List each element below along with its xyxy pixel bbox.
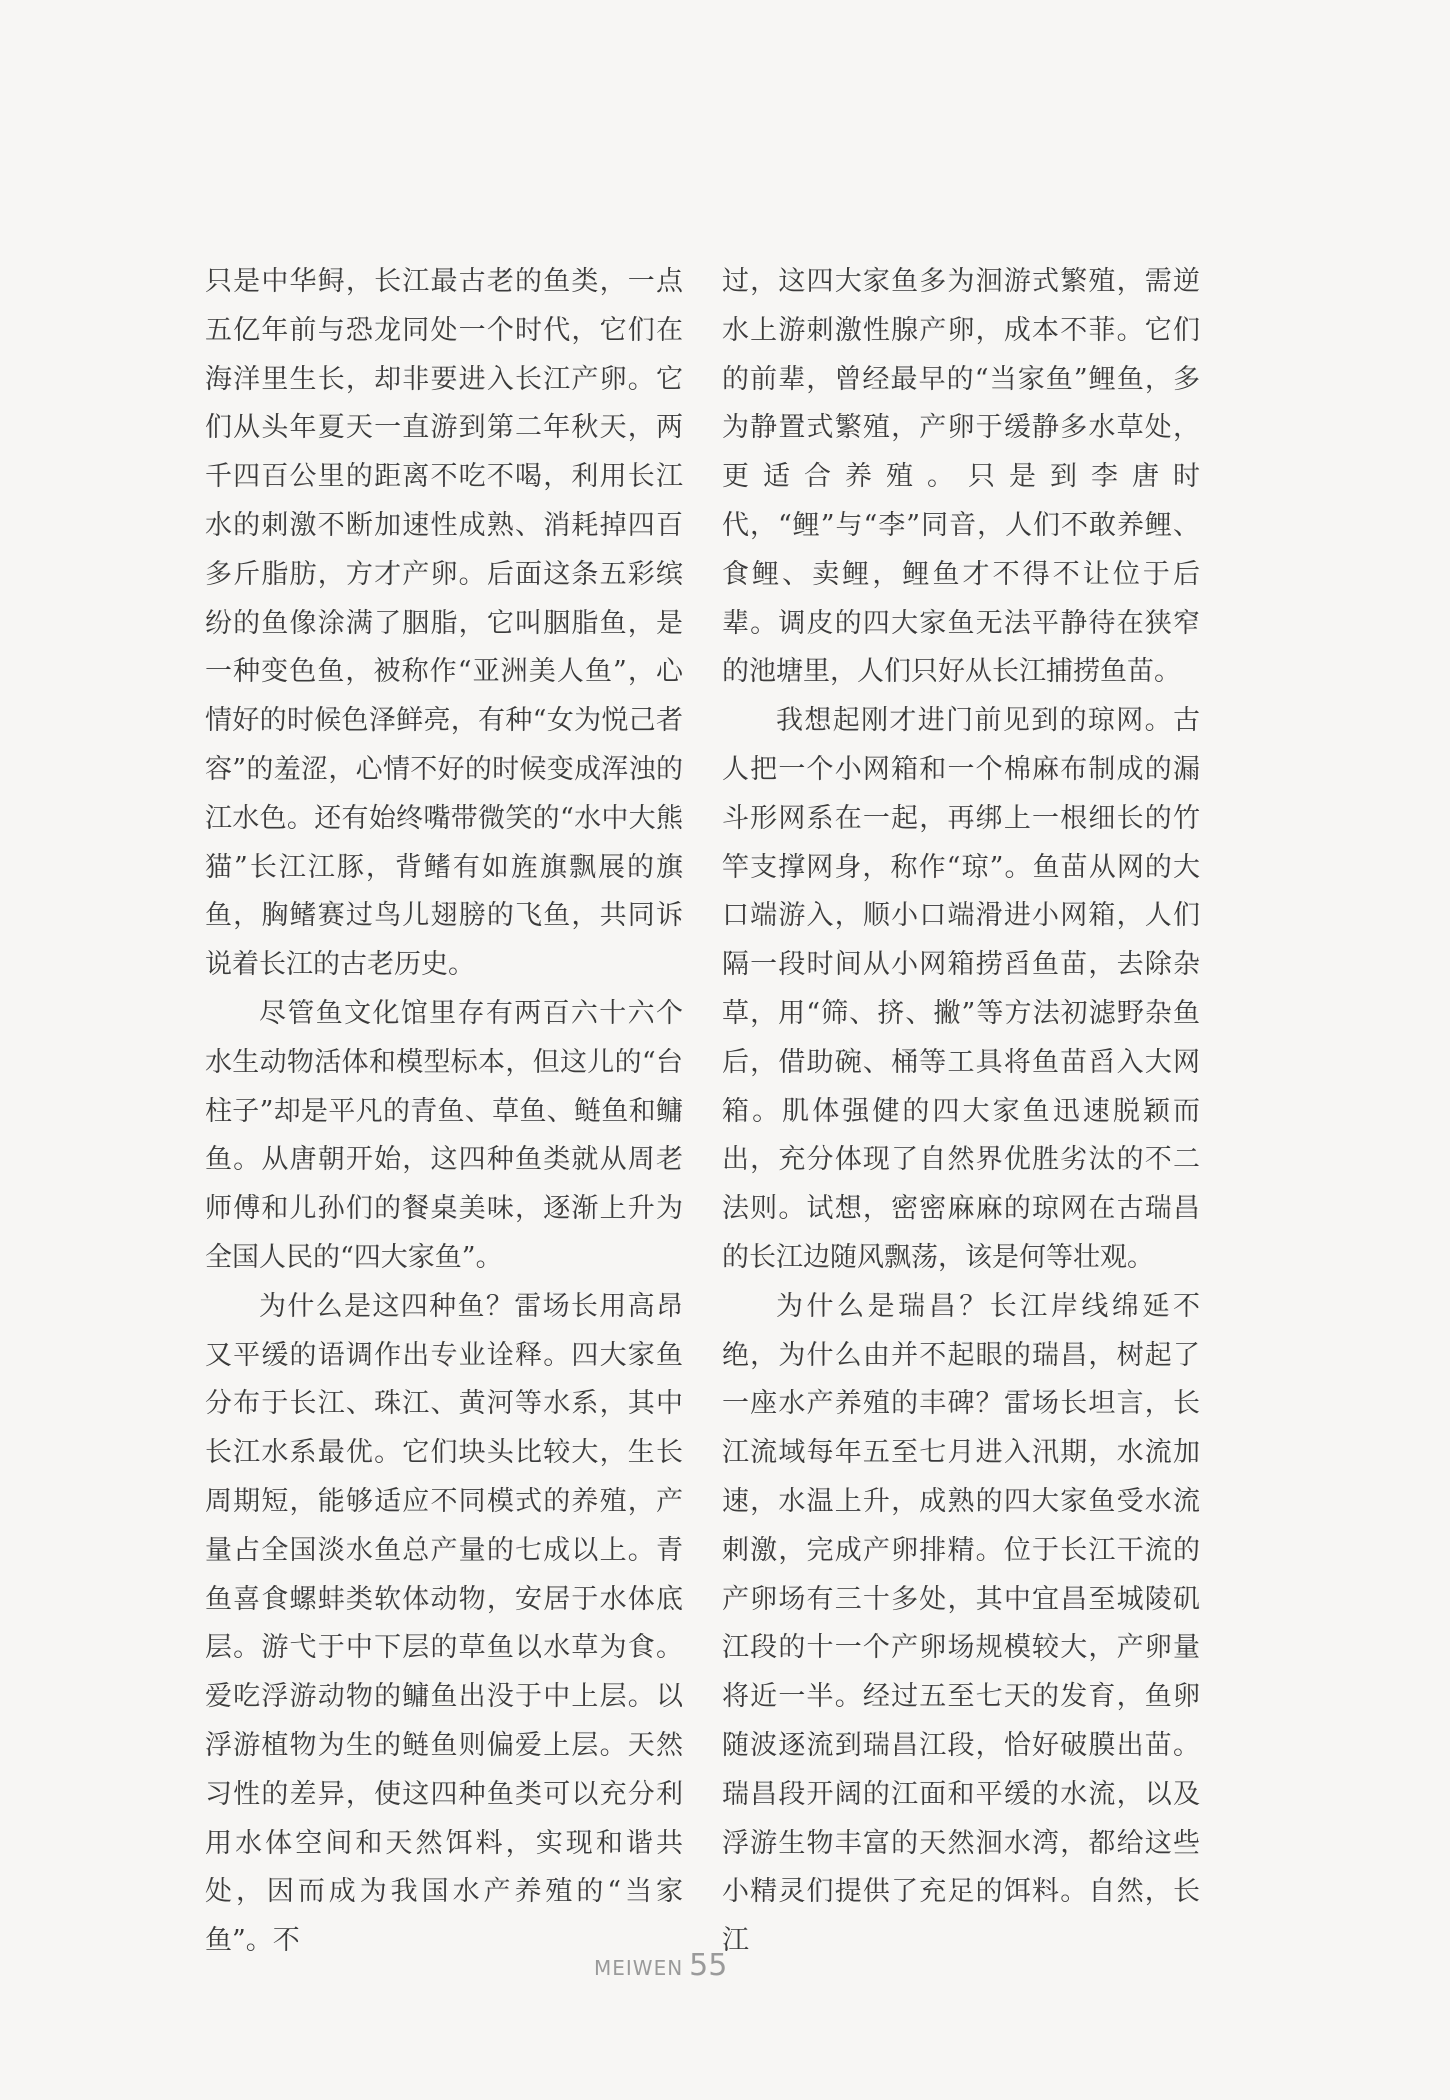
- right-text-column: [722, 258, 1200, 1966]
- paragraph: 只是中华鲟，长江最古老的鱼类，一点五亿年前与恐龙同处一个时代，它们在海洋里生长，却非要进入长江产卵。它们从头年夏天一直游到第二年秋天，两千四百公里的距离不吃不喝，利用长江水的刺激不断加速性成熟、消耗掉四百多斤脂肪，方才产卵。后面这条五彩缤纷的鱼像涂满了胭脂，它叫胭脂鱼，是一种变色鱼，被称作“亚洲美人鱼”，心情好的时候色泽鲜亮，有种“女为悦己者容”的羞涩，心情不好的时候变成浑浊的江水色。还有始终嘴带微笑的“水中大熊猫”长江江豚，背鳍有如旌旗飘展的旗鱼，胸鳍赛过鸟儿翅膀的飞鱼，共同诉说着长江的古老历史。: [205, 266, 683, 981]
- paragraph: 为什么是这四种鱼？雷场长用高昂又平缓的语调作出专业诠释。四大家鱼分布于长江、珠江、黄河等水系，其中长江水系最优。它们块头比较大，生长周期短，能够适应不同模式的养殖，产量占全国淡水鱼总产量的七成以上。青鱼喜食螺蚌类软体动物，安居于水体底层。游弋于中下层的草鱼以水草为食。爱吃浮游动物的鳙鱼出没于中上层。以浮游植物为生的鲢鱼则偏爱上层。天然习性的差异，使这四种鱼类可以充分利用水体空间和天然饵料，实现和谐共处，因而成为我国水产养殖的“当家鱼”。不: [205, 1290, 683, 1957]
- paragraph: 为什么是瑞昌？长江岸线绵延不绝，为什么由并不起眼的瑞昌，树起了一座水产养殖的丰碑？雷场长坦言，长江流域每年五至七月进入汛期，水流加速，水温上升，成熟的四大家鱼受水流刺激，完成产卵排精。位于长江干流的产卵场有三十多处，其中宜昌至城陵矶江段的十一个产卵场规模较大，产卵量将近一半。经过五至七天的发育，鱼卵随波逐流到瑞昌江段，恰好破膜出苗。瑞昌段开阔的江面和平缓的水流，以及浮游生物丰富的天然洄水湾，都给这些小精灵们提供了充足的饵料。自然，长江: [722, 1290, 1200, 1957]
- left-text-column: [205, 258, 683, 1966]
- paragraph: 尽管鱼文化馆里存有两百六十六个水生动物活体和模型标本，但这儿的“台柱子”却是平凡的青鱼、草鱼、鲢鱼和鳙鱼。从唐朝开始，这四种鱼类就从周老师傅和儿孙们的餐桌美味，逐渐上升为全国人民的“四大家鱼”。: [205, 997, 683, 1273]
- page-footer: [594, 1948, 727, 1983]
- magazine-name: MEIWEN: [594, 1956, 684, 1980]
- paragraph: 我想起刚才进门前见到的琼网。古人把一个小网箱和一个棉麻布制成的漏斗形网系在一起，再绑上一根细长的竹竿支撑网身，称作“琼”。鱼苗从网的大口端游入，顺小口端滑进小网箱，人们隔一段时间从小网箱捞舀鱼苗，去除杂草，用“筛、挤、撇”等方法初滤野杂鱼后，借助碗、桶等工具将鱼苗舀入大网箱。肌体强健的四大家鱼迅速脱颖而出，充分体现了自然界优胜劣汰的不二法则。试想，密密麻麻的琼网在古瑞昌的长江边随风飘荡，该是何等壮观。: [722, 705, 1200, 1273]
- page-number: 55: [689, 1948, 728, 1983]
- paragraph: 过，这四大家鱼多为洄游式繁殖，需逆水上游刺激性腺产卵，成本不菲。它们的前辈，曾经最早的“当家鱼”鲤鱼，多为静置式繁殖，产卵于缓静多水草处，更适合养殖。只是到李唐时代，“鲤”与“李”同音，人们不敢养鲤、食鲤、卖鲤，鲤鱼才不得不让位于后辈。调皮的四大家鱼无法平静待在狭窄的池塘里，人们只好从长江捕捞鱼苗。: [722, 266, 1200, 688]
